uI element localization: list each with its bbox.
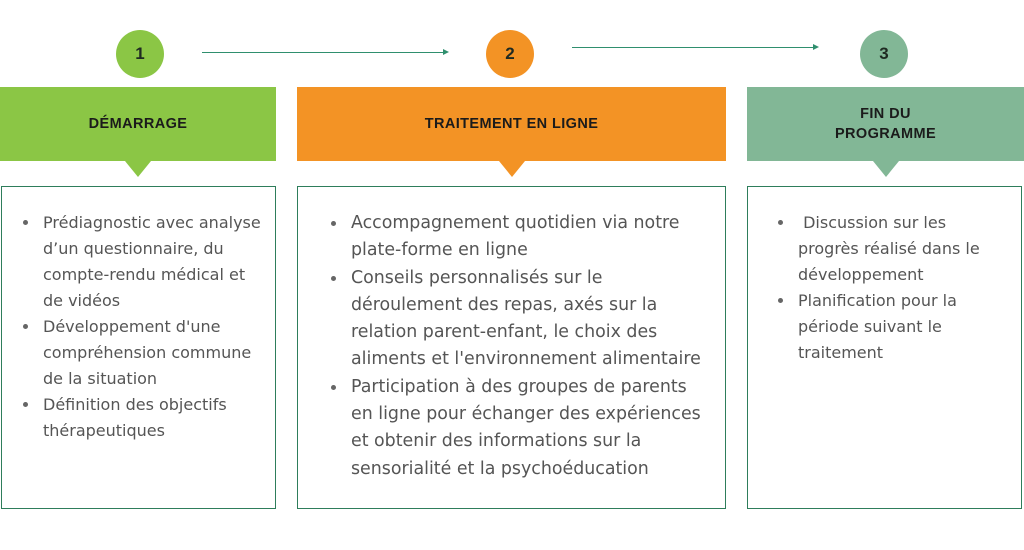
list-item: Participation à des groupes de parents en ligne pour échanger des expériences et obtenir des informations sur la sensorialité et la psychoéducation [351, 374, 713, 483]
step-2-list [298, 187, 725, 483]
step-1-number: 1 [135, 44, 145, 63]
step-3-list [748, 187, 1021, 366]
arrow-1-to-2 [202, 52, 446, 53]
step-2-number: 2 [505, 44, 515, 63]
step-1-title: DÉMARRAGE [88, 116, 188, 132]
step-1-content-box [1, 186, 276, 509]
step-3-circle [860, 30, 908, 78]
step-3-header [747, 87, 1024, 161]
list-item: Développement d'une compréhension commune de la situation [43, 314, 261, 392]
list-item: Accompagnement quotidien via notre plate-forme en ligne [351, 210, 713, 265]
step-2-title: TRAITEMENT EN LIGNE [424, 116, 599, 132]
list-item: Discussion sur les progrès réalisé dans le développement [798, 210, 1009, 288]
step-1-circle [116, 30, 164, 78]
step-1-list [2, 187, 275, 444]
step-2-circle [486, 30, 534, 78]
step-3-title: FIN DU PROGRAMME [834, 106, 937, 142]
step-3-number: 3 [879, 44, 889, 63]
step-2-header [297, 87, 726, 161]
list-item: Conseils personnalisés sur le déroulement des repas, axés sur la relation parent-enfant, le choix des aliments et l'environnement alimentaire [351, 265, 713, 374]
step-1-header [0, 87, 276, 161]
arrow-2-to-3 [572, 47, 816, 48]
list-item: Planification pour la période suivant le traitement [798, 288, 1009, 366]
step-3-content-box [747, 186, 1022, 509]
step-2-content-box [297, 186, 726, 509]
list-item: Prédiagnostic avec analyse d’un questionnaire, du compte-rendu médical et de vidéos [43, 210, 261, 314]
list-item: Définition des objectifs thérapeutiques [43, 392, 261, 444]
